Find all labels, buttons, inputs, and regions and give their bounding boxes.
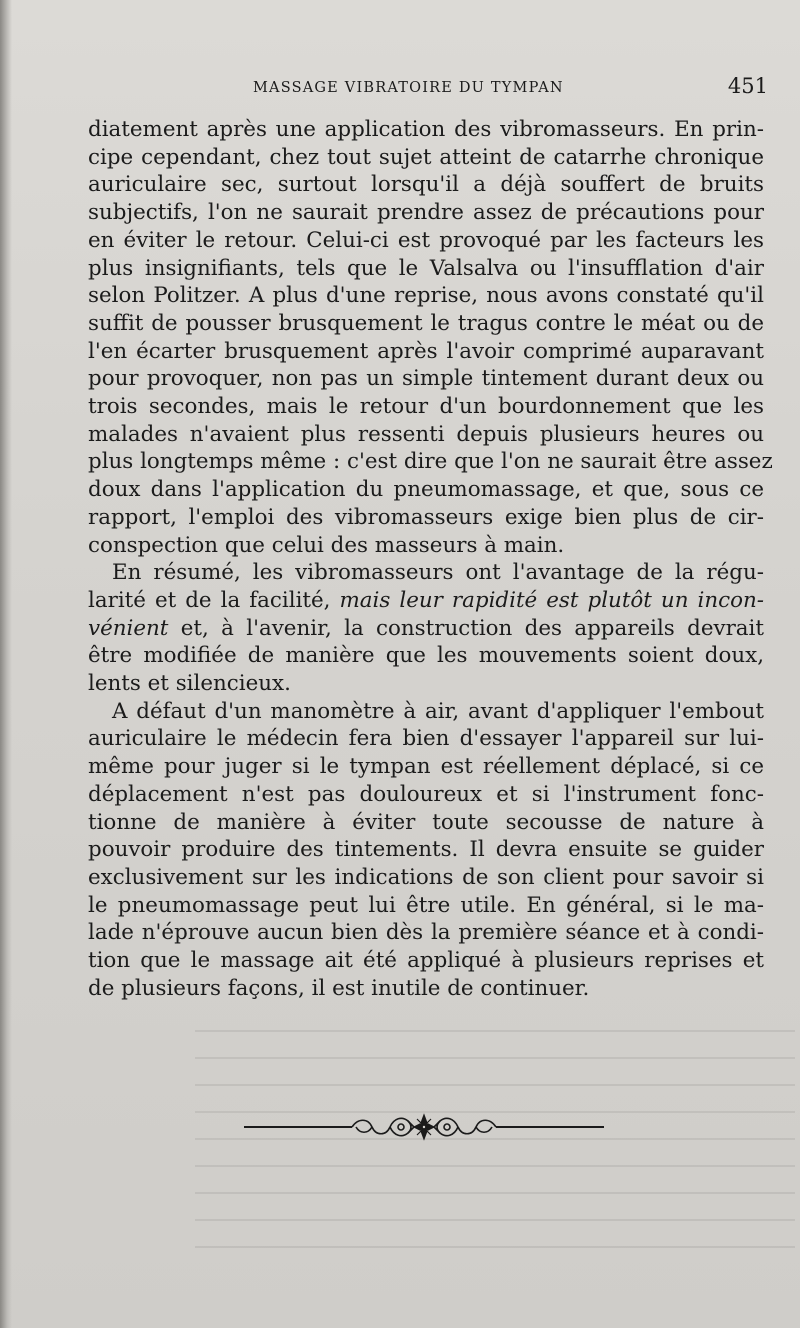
text-line: cipe cependant, chez tout sujet atteint de catarrhe chronique xyxy=(88,144,764,170)
text-line: diatement après une application des vibromasseurs. En prin- xyxy=(88,117,764,142)
text-line: plus insignifiants, tels que le Valsalva ou l'insufflation d'air xyxy=(88,255,764,281)
text-line: être modifiée de manière que les mouvements soient doux, xyxy=(88,643,764,669)
text-line: conspection que celui des masseurs à main. xyxy=(88,532,565,558)
body-text xyxy=(88,116,773,1003)
text-line: tion que le massage ait été appliqué à plusieurs reprises et xyxy=(88,948,764,974)
text-line: rapport, l'emploi des vibromasseurs exige bien plus de cir- xyxy=(88,504,764,530)
text-line: tionne de manière à éviter toute secousse de nature à xyxy=(88,809,764,835)
text-line: selon Politzer. A plus d'une reprise, nous avons constaté qu'il xyxy=(88,283,764,309)
text-line: auriculaire le médecin fera bien d'essayer l'appareil sur lui- xyxy=(88,726,764,752)
page-number: 451 xyxy=(727,74,768,98)
text-line: malades n'avaient plus ressenti depuis plusieurs heures ou xyxy=(88,421,764,447)
ornament-svg xyxy=(244,1112,604,1142)
spine-shadow xyxy=(0,0,12,1328)
paragraph-1 xyxy=(88,116,773,559)
ornamental-divider-icon xyxy=(244,1112,604,1142)
running-title: MASSAGE VIBRATOIRE DU TYMPAN xyxy=(253,80,564,96)
paragraph-3 xyxy=(88,698,764,1003)
text-line: lents et silencieux. xyxy=(88,671,291,697)
text-line-mixed xyxy=(88,587,764,615)
text-line: de plusieurs façons, il est inutile de continuer. xyxy=(88,975,590,1001)
page-header xyxy=(88,74,768,104)
text-italic: mais leur rapidité est plutôt un incon- xyxy=(339,587,764,613)
text-line: pour provoquer, non pas un simple tintement durant deux ou xyxy=(88,366,764,392)
text-line: même pour juger si le tympan est réellement déplacé, si ce xyxy=(88,754,764,780)
text-line-mixed xyxy=(88,615,764,643)
text-line: En résumé, les vibromasseurs ont l'avantage de la régu- xyxy=(112,560,764,586)
text-line: le pneumomassage peut lui être utile. En général, si le ma- xyxy=(88,892,764,918)
text-line: doux dans l'application du pneumomassage, et que, sous ce xyxy=(88,477,764,503)
text-line: suffit de pousser brusquement le tragus contre le méat ou de xyxy=(88,310,764,336)
text-line: l'en écarter brusquement après l'avoir comprimé auparavant xyxy=(88,338,764,364)
text-line: en éviter le retour. Celui-ci est provoqué par les facteurs les xyxy=(88,227,764,253)
text-line: auriculaire sec, surtout lorsqu'il a déjà souffert de bruits xyxy=(88,172,764,198)
text-line: plus longtemps même : c'est dire que l'on ne saurait être assez xyxy=(88,449,773,475)
text-line: pouvoir produire des tintements. Il devra ensuite se guider xyxy=(88,837,764,863)
text-roman: larité et de la facilité, xyxy=(88,587,340,613)
text-italic: vénient xyxy=(88,615,169,641)
text-line: A défaut d'un manomètre à air, avant d'appliquer l'embout xyxy=(112,698,764,724)
paragraph-2 xyxy=(88,559,764,698)
text-line: trois secondes, mais le retour d'un bourdonnement que les xyxy=(88,394,764,420)
text-line: déplacement n'est pas douloureux et si l'instrument fonc- xyxy=(88,781,764,807)
text-line: lade n'éprouve aucun bien dès la première séance et à condi- xyxy=(88,920,764,946)
text-line: subjectifs, l'on ne saurait prendre assez de précautions pour xyxy=(88,200,764,226)
text-line: exclusivement sur les indications de son client pour savoir si xyxy=(88,864,764,890)
text-roman: et, à l'avenir, la construction des appareils devrait xyxy=(168,615,764,641)
